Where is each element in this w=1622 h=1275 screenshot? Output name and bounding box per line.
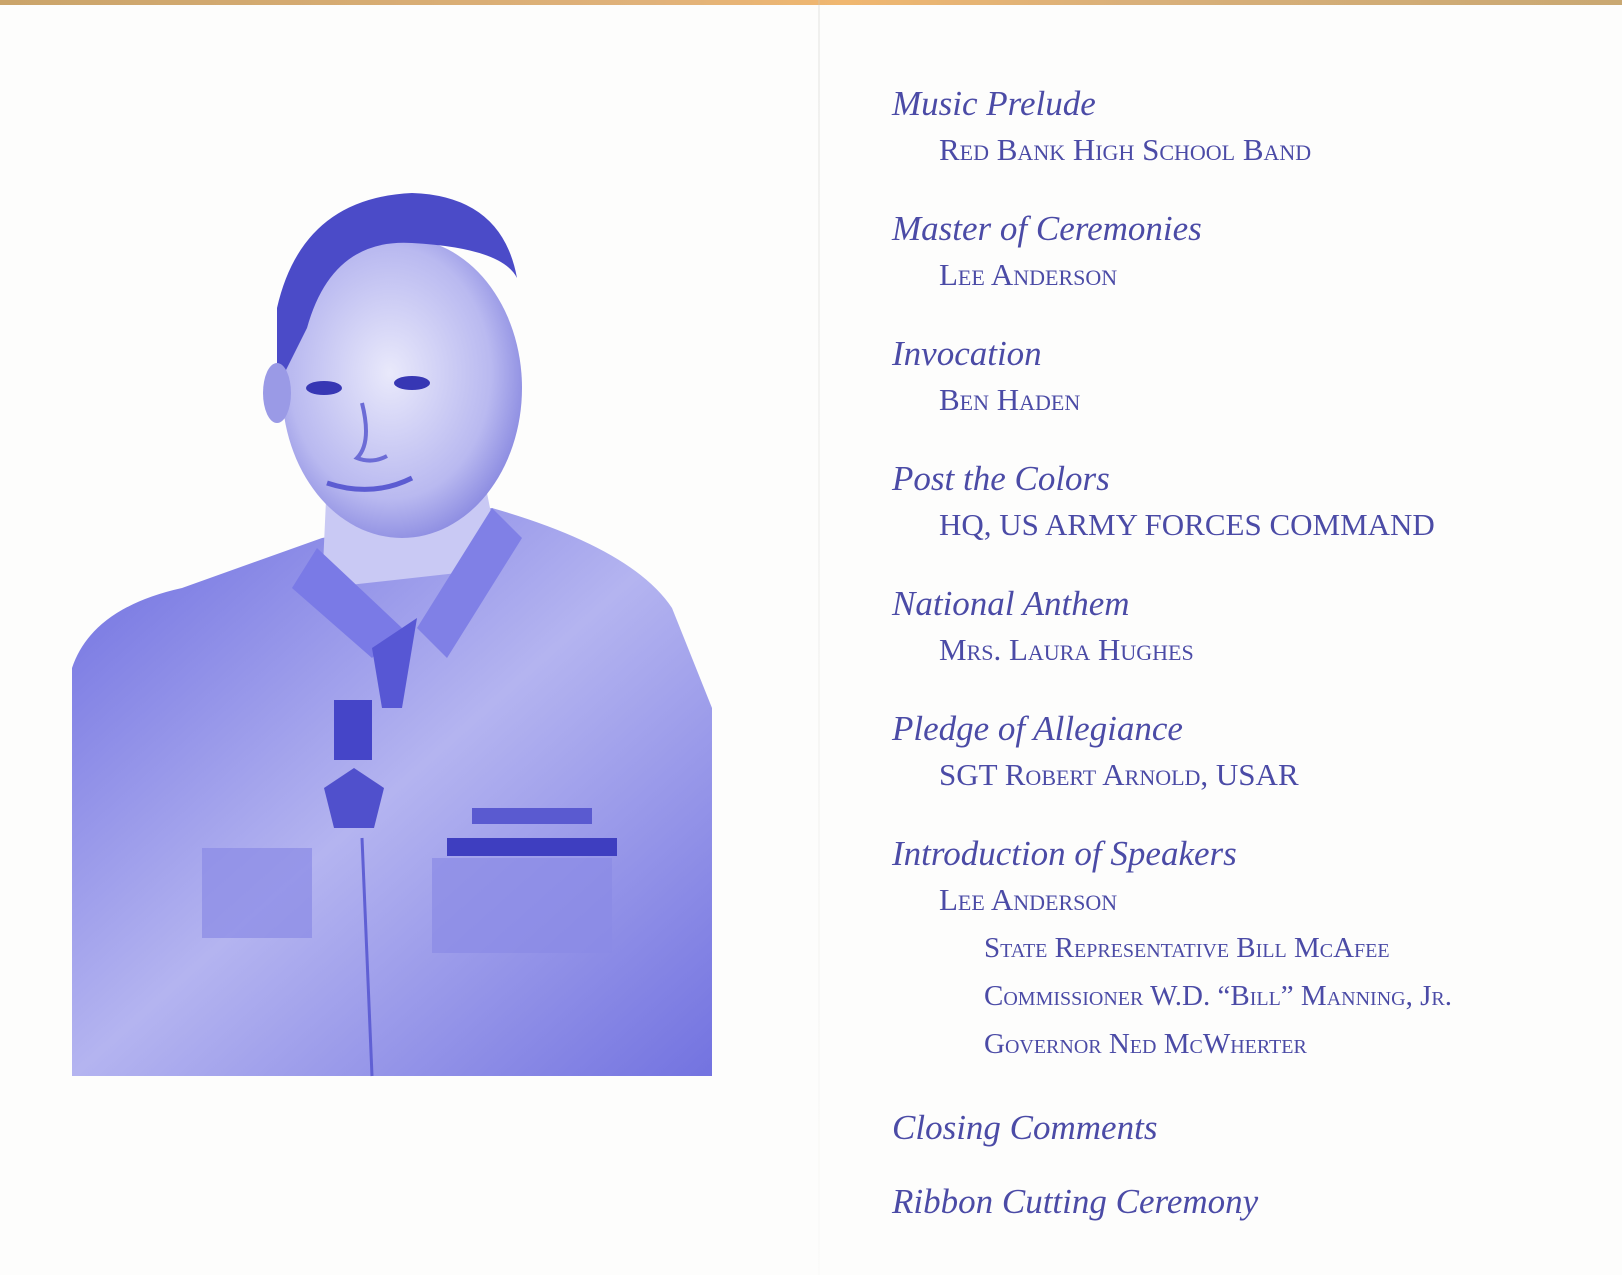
program-item-closing-comments [892, 1108, 1602, 1148]
program-item-ribbon-cutting [892, 1182, 1602, 1222]
portrait-photo [72, 188, 724, 1118]
page-fold [818, 0, 820, 1275]
program-list [892, 84, 1602, 1222]
program-item-national-anthem [892, 584, 1602, 668]
program-item-person: HQ, US ARMY FORCES COMMAND [939, 507, 1435, 542]
program-item-title: National Anthem [892, 584, 1130, 623]
program-item-introduction-of-speakers [892, 834, 1602, 1062]
program-item-person: Ben Haden [939, 382, 1081, 417]
program-item-post-the-colors [892, 459, 1602, 543]
program-item-pledge-of-allegiance [892, 709, 1602, 793]
program-item-title: Closing Comments [892, 1108, 1158, 1147]
program-item-music-prelude [892, 84, 1602, 168]
program-item-title: Post the Colors [892, 459, 1110, 498]
program-item-title: Invocation [892, 334, 1042, 373]
program-item-title: Pledge of Allegiance [892, 709, 1183, 748]
program-item-person: Mrs. Laura Hughes [939, 632, 1194, 667]
program-item-master-of-ceremonies [892, 209, 1602, 293]
program-item-title: Introduction of Speakers [892, 834, 1237, 873]
program-item-title: Master of Ceremonies [892, 209, 1202, 248]
speaker-name: State Representative Bill McAfee [984, 932, 1390, 964]
speaker-name: Commissioner W.D. “Bill” Manning, Jr. [984, 980, 1452, 1012]
program-item-person: Red Bank High School Band [939, 132, 1312, 167]
program-item-person: SGT Robert Arnold, USAR [939, 757, 1299, 792]
program-item-title: Music Prelude [892, 84, 1096, 123]
speaker-name: Governor Ned McWherter [984, 1028, 1307, 1060]
paper-top-edge [0, 0, 1622, 5]
program-item-invocation [892, 334, 1602, 418]
program-item-title: Ribbon Cutting Ceremony [892, 1182, 1259, 1221]
program-item-person: Lee Anderson [939, 257, 1118, 292]
program-item-person: Lee Anderson [939, 882, 1118, 917]
